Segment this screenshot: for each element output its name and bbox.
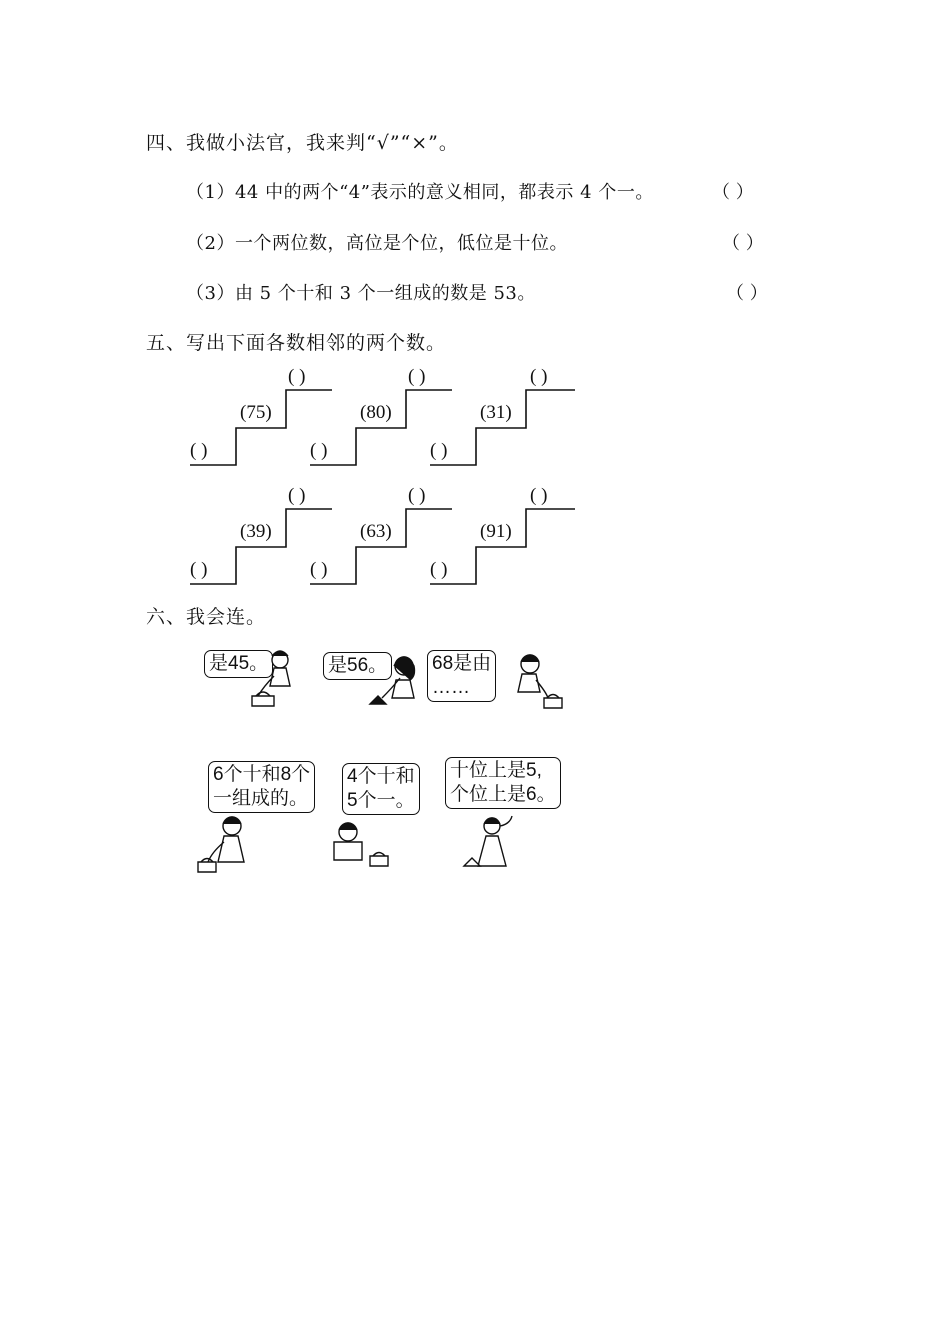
- stair-number-3: (31): [480, 402, 512, 423]
- speech-bubble-1[interactable]: 是45。: [204, 650, 273, 678]
- blank-after-3[interactable]: ( ): [530, 366, 548, 387]
- stair-number-1: (75): [240, 402, 272, 423]
- blank-before-1[interactable]: ( ): [190, 440, 208, 461]
- blank-before-3[interactable]: ( ): [430, 440, 448, 461]
- speech-bubble-2[interactable]: 是56。: [323, 652, 392, 680]
- girl-on-phone-icon-1: [244, 646, 300, 708]
- stair-number-5: (63): [360, 521, 392, 542]
- blank-before-4[interactable]: ( ): [190, 559, 208, 580]
- speech-bubble-5[interactable]: 4个十和 5个一。: [342, 763, 420, 815]
- stair-number-6: (91): [480, 521, 512, 542]
- girl-on-phone-icon-3: [196, 812, 260, 874]
- judge-answer-1[interactable]: （ ）: [712, 182, 754, 203]
- blank-before-2[interactable]: ( ): [310, 440, 328, 461]
- blank-after-6[interactable]: ( ): [530, 485, 548, 506]
- judge-item-2: （2）一个两位数，高位是个位，低位是十位。: [186, 233, 568, 254]
- boy-on-phone-icon-1: [512, 650, 568, 714]
- section-6-heading: 六、我会连。: [146, 606, 267, 628]
- blank-before-6[interactable]: ( ): [430, 559, 448, 580]
- judge-answer-2[interactable]: （ ）: [722, 233, 764, 254]
- judge-item-3: （3）由 5 个十和 3 个一组成的数是 53。: [186, 283, 536, 304]
- speech-bubble-3[interactable]: 68是由 ……: [427, 650, 496, 702]
- blank-after-4[interactable]: ( ): [288, 485, 306, 506]
- judge-answer-3[interactable]: （ ）: [726, 283, 768, 304]
- blank-after-5[interactable]: ( ): [408, 485, 426, 506]
- girl-on-phone-icon-4: [462, 814, 518, 874]
- girl-on-phone-icon-2: [368, 650, 424, 712]
- stair-number-4: (39): [240, 521, 272, 542]
- stairs-row-2: [190, 485, 580, 585]
- stair-number-2: (80): [360, 402, 392, 423]
- blank-before-5[interactable]: ( ): [310, 559, 328, 580]
- section-5-heading: 五、写出下面各数相邻的两个数。: [146, 332, 447, 354]
- blank-after-2[interactable]: ( ): [408, 366, 426, 387]
- boy-on-phone-icon-2: [328, 820, 392, 870]
- section-4-heading: 四、我做小法官，我来判“√”“×”。: [146, 132, 459, 154]
- blank-after-1[interactable]: ( ): [288, 366, 306, 387]
- speech-bubble-4[interactable]: 6个十和8个 一组成的。: [208, 761, 315, 813]
- stairs-row-1: [190, 366, 580, 466]
- speech-bubble-6[interactable]: 十位上是5, 个位上是6。: [445, 757, 561, 809]
- judge-item-1: （1）44 中的两个“4”表示的意义相同，都表示 4 个一。: [186, 182, 654, 203]
